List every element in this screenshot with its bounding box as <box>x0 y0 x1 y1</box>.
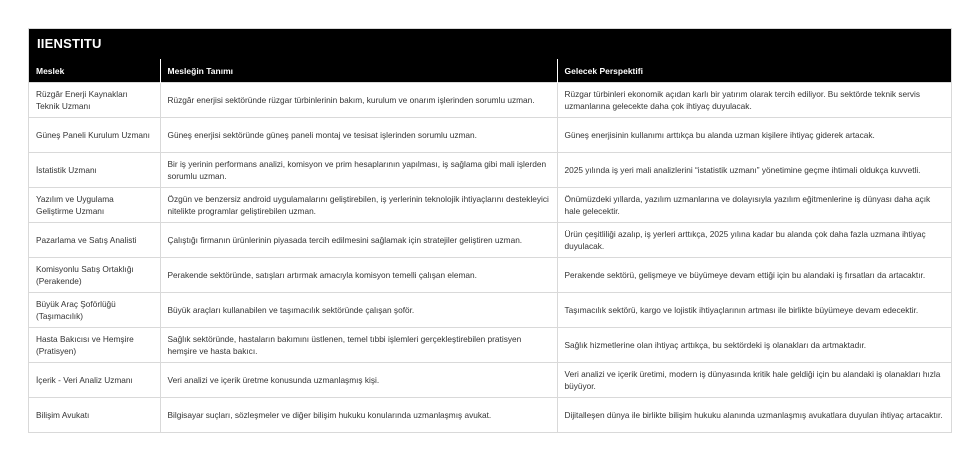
cell-tanim: Veri analizi ve içerik üretme konusunda uzmanlaşmış kişi. <box>160 363 557 398</box>
cell-perspektif: Rüzgar türbinleri ekonomik açıdan karlı bir yatırım olarak tercih ediliyor. Bu sektörde teknik servis uzmanlarına gelecekte daha çok ihtiyaç duyulacak. <box>557 83 951 118</box>
table-row <box>29 188 951 223</box>
cell-meslek: İçerik - Veri Analiz Uzmanı <box>29 363 160 398</box>
cell-meslek: Güneş Paneli Kurulum Uzmanı <box>29 118 160 153</box>
column-header-tanim: Mesleğin Tanımı <box>160 59 557 83</box>
cell-perspektif: 2025 yılında iş yeri mali analizlerini “istatistik uzmanı” yönetimine geçme ihtimali oldukça kuvvetli. <box>557 153 951 188</box>
cell-meslek: Rüzgâr Enerji Kaynakları Teknik Uzmanı <box>29 83 160 118</box>
cell-tanim: Sağlık sektöründe, hastaların bakımını üstlenen, temel tıbbi işlemleri gerçekleştirebilen pratisyen hemşire ve hasta bakıcı. <box>160 328 557 363</box>
table-row <box>29 153 951 188</box>
cell-meslek: Bilişim Avukatı <box>29 398 160 433</box>
column-header-perspektif: Gelecek Perspektifi <box>557 59 951 83</box>
data-table <box>29 59 951 432</box>
table-row <box>29 83 951 118</box>
header-row <box>29 59 951 83</box>
cell-perspektif: Perakende sektörü, gelişmeye ve büyümeye devam ettiği için bu alandaki iş fırsatları da artacaktır. <box>557 258 951 293</box>
cell-tanim: Rüzgâr enerjisi sektöründe rüzgar türbinlerinin bakım, kurulum ve onarım işlerinden sorumlu uzman. <box>160 83 557 118</box>
table-row <box>29 328 951 363</box>
cell-tanim: Güneş enerjisi sektöründe güneş paneli montaj ve tesisat işlerinden sorumlu uzman. <box>160 118 557 153</box>
table-title: IIENSTITU <box>29 29 951 59</box>
cell-tanim: Çalıştığı firmanın ürünlerinin piyasada tercih edilmesini sağlamak için stratejiler geliştiren uzman. <box>160 223 557 258</box>
cell-meslek: Komisyonlu Satış Ortaklığı (Perakende) <box>29 258 160 293</box>
cell-perspektif: Veri analizi ve içerik üretimi, modern iş dünyasında kritik hale geldiği için bu alandaki iş olanakları hızla büyüyor. <box>557 363 951 398</box>
cell-perspektif: Önümüzdeki yıllarda, yazılım uzmanlarına ve dolayısıyla yazılım eğitmenlerine iş dünyası daha açık hale gelecektir. <box>557 188 951 223</box>
cell-tanim: Bilgisayar suçları, sözleşmeler ve diğer bilişim hukuku konularında uzmanlaşmış avukat. <box>160 398 557 433</box>
cell-perspektif: Güneş enerjisinin kullanımı arttıkça bu alanda uzman kişilere ihtiyaç giderek artacak. <box>557 118 951 153</box>
cell-tanim: Özgün ve benzersiz android uygulamalarını geliştirebilen, iş yerlerinin teknolojik ihtiyaçlarını destekleyici nitelikte programlar geliştirebilen uzman. <box>160 188 557 223</box>
table-row <box>29 293 951 328</box>
cell-tanim: Büyük araçları kullanabilen ve taşımacılık sektöründe çalışan şoför. <box>160 293 557 328</box>
table-row <box>29 258 951 293</box>
table-row <box>29 398 951 433</box>
cell-perspektif: Dijitalleşen dünya ile birlikte bilişim hukuku alanında uzmanlaşmış avukatlara duyulan ihtiyaç artacaktır. <box>557 398 951 433</box>
cell-meslek: Pazarlama ve Satış Analisti <box>29 223 160 258</box>
cell-meslek: Büyük Araç Şoförlüğü (Taşımacılık) <box>29 293 160 328</box>
table-row <box>29 118 951 153</box>
cell-tanim: Perakende sektöründe, satışları artırmak amacıyla komisyon temelli çalışan eleman. <box>160 258 557 293</box>
column-header-meslek: Meslek <box>29 59 160 83</box>
table-row <box>29 363 951 398</box>
cell-perspektif: Sağlık hizmetlerine olan ihtiyaç arttıkça, bu sektördeki iş olanakları da artmaktadır. <box>557 328 951 363</box>
cell-meslek: İstatistik Uzmanı <box>29 153 160 188</box>
career-table <box>28 28 952 433</box>
cell-tanim: Bir iş yerinin performans analizi, komisyon ve prim hesaplarının yapılması, iş sağlama gibi mali işlerden sorumlu uzman. <box>160 153 557 188</box>
table-row <box>29 223 951 258</box>
cell-perspektif: Taşımacılık sektörü, kargo ve lojistik ihtiyaçlarının artması ile birlikte büyümeye devam edecektir. <box>557 293 951 328</box>
cell-meslek: Hasta Bakıcısı ve Hemşire (Pratisyen) <box>29 328 160 363</box>
cell-perspektif: Ürün çeşitliliği azalıp, iş yerleri arttıkça, 2025 yılına kadar bu alanda çok daha fazla uzmana ihtiyaç duyulacak. <box>557 223 951 258</box>
cell-meslek: Yazılım ve Uygulama Geliştirme Uzmanı <box>29 188 160 223</box>
